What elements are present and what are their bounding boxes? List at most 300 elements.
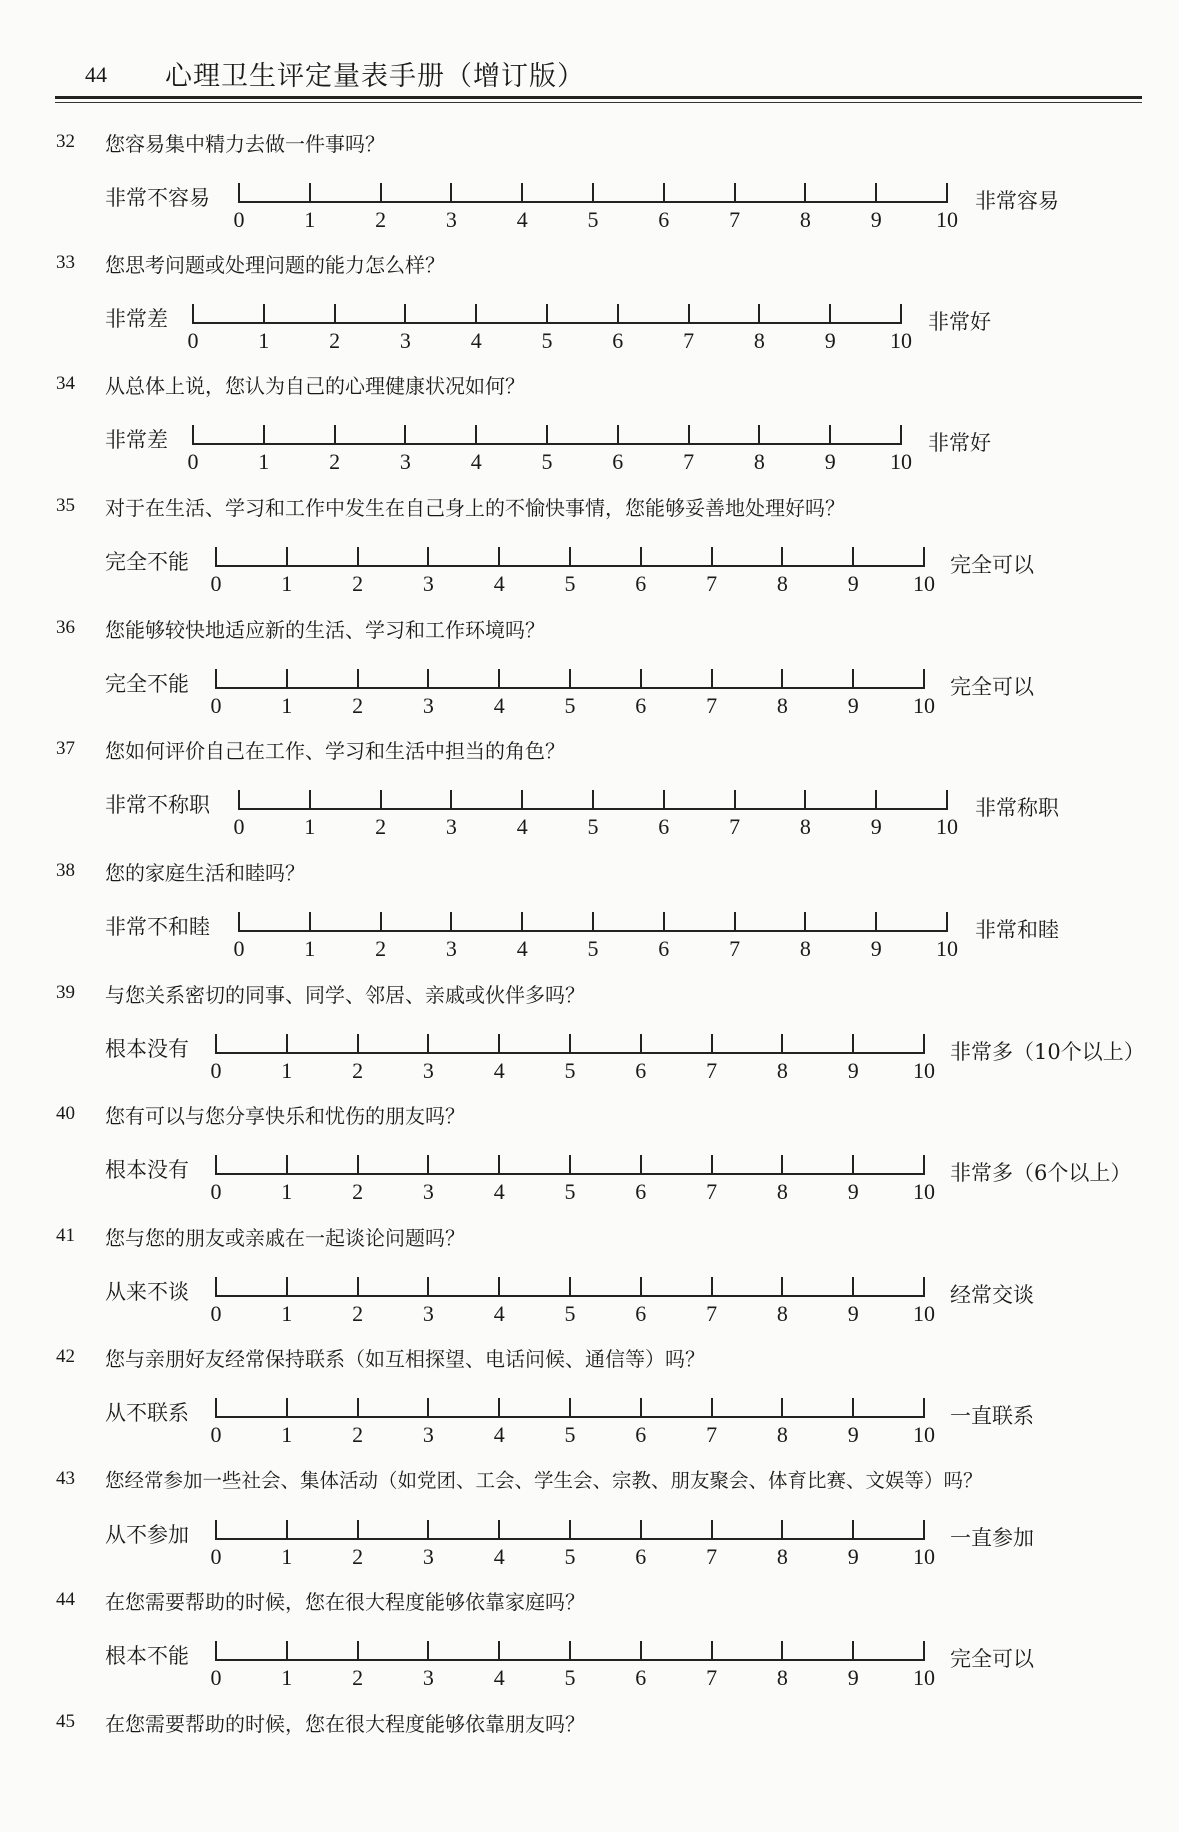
scale-tick-label[interactable]: 8 <box>799 936 811 961</box>
scale-tick-label[interactable]: 3 <box>422 1665 434 1690</box>
scale-tick[interactable] <box>734 183 736 203</box>
scale-tick-label[interactable]: 4 <box>493 693 505 718</box>
scale-tick[interactable] <box>215 1520 217 1540</box>
scale-tick-label[interactable]: 3 <box>422 693 434 718</box>
scale-tick[interactable] <box>711 547 713 567</box>
scale-tick[interactable] <box>263 425 265 445</box>
scale-tick-label[interactable]: 0 <box>210 1665 222 1690</box>
scale-tick[interactable] <box>734 912 736 932</box>
scale-tick-label[interactable]: 5 <box>587 936 599 961</box>
scale-tick[interactable] <box>238 912 240 932</box>
scale-tick[interactable] <box>640 1398 642 1418</box>
scale-tick[interactable] <box>781 547 783 567</box>
scale-tick[interactable] <box>450 790 452 810</box>
scale-tick[interactable] <box>427 1520 429 1540</box>
scale-tick[interactable] <box>380 183 382 203</box>
scale-tick-label[interactable]: 7 <box>729 207 741 232</box>
scale-tick[interactable] <box>215 1641 217 1661</box>
scale-tick[interactable] <box>475 425 477 445</box>
scale-tick[interactable] <box>663 790 665 810</box>
scale-tick[interactable] <box>309 790 311 810</box>
scale-tick[interactable] <box>215 669 217 689</box>
scale-tick[interactable] <box>734 790 736 810</box>
scale-tick-label[interactable]: 2 <box>329 449 341 474</box>
scale-tick-label[interactable]: 10 <box>913 1301 935 1326</box>
scale-tick[interactable] <box>804 912 806 932</box>
scale-tick-label[interactable]: 2 <box>352 1665 364 1690</box>
scale-tick[interactable] <box>450 183 452 203</box>
scale-tick-label[interactable]: 9 <box>847 1179 859 1204</box>
scale-tick[interactable] <box>569 669 571 689</box>
scale-tick[interactable] <box>569 547 571 567</box>
scale-tick-label[interactable]: 7 <box>706 1058 718 1083</box>
rating-scale[interactable] <box>210 665 935 718</box>
scale-tick[interactable] <box>215 547 217 567</box>
scale-tick[interactable] <box>946 183 948 203</box>
rating-scale[interactable] <box>233 908 958 961</box>
rating-scale[interactable] <box>210 543 935 596</box>
scale-tick-label[interactable]: 0 <box>233 207 245 232</box>
scale-tick-label[interactable]: 3 <box>445 936 457 961</box>
scale-tick[interactable] <box>380 790 382 810</box>
scale-tick[interactable] <box>781 1641 783 1661</box>
scale-tick-label[interactable]: 9 <box>847 571 859 596</box>
scale-tick-label[interactable]: 4 <box>493 1544 505 1569</box>
scale-tick[interactable] <box>592 912 594 932</box>
scale-tick[interactable] <box>569 1520 571 1540</box>
scale-tick[interactable] <box>380 912 382 932</box>
scale-tick[interactable] <box>781 1155 783 1175</box>
scale-tick-label[interactable]: 5 <box>564 1665 576 1690</box>
scale-tick[interactable] <box>521 183 523 203</box>
scale-tick-label[interactable]: 0 <box>210 693 222 718</box>
scale-tick[interactable] <box>923 669 925 689</box>
scale-tick[interactable] <box>617 425 619 445</box>
scale-tick[interactable] <box>804 790 806 810</box>
scale-tick-label[interactable]: 8 <box>776 571 788 596</box>
scale-tick[interactable] <box>829 304 831 324</box>
scale-tick-label[interactable]: 9 <box>870 207 882 232</box>
scale-tick-label[interactable]: 2 <box>375 936 387 961</box>
scale-tick-label[interactable]: 9 <box>824 328 836 353</box>
scale-tick-label[interactable]: 8 <box>776 1422 788 1447</box>
scale-tick[interactable] <box>640 547 642 567</box>
scale-tick[interactable] <box>852 1034 854 1054</box>
scale-tick-label[interactable]: 0 <box>233 936 245 961</box>
scale-tick-label[interactable]: 8 <box>753 449 765 474</box>
scale-tick-label[interactable]: 4 <box>516 936 528 961</box>
scale-tick-label[interactable]: 0 <box>187 328 199 353</box>
scale-tick-label[interactable]: 10 <box>913 1422 935 1447</box>
scale-tick[interactable] <box>640 1034 642 1054</box>
scale-tick[interactable] <box>286 1398 288 1418</box>
scale-tick-label[interactable]: 2 <box>352 571 364 596</box>
scale-tick-label[interactable]: 1 <box>281 1179 293 1204</box>
scale-tick[interactable] <box>923 1641 925 1661</box>
scale-tick-label[interactable]: 2 <box>352 1422 364 1447</box>
scale-tick-label[interactable]: 2 <box>329 328 341 353</box>
scale-tick-label[interactable]: 5 <box>587 814 599 839</box>
scale-tick-label[interactable]: 5 <box>564 1301 576 1326</box>
scale-tick[interactable] <box>263 304 265 324</box>
scale-tick[interactable] <box>309 183 311 203</box>
scale-tick-label[interactable]: 10 <box>913 693 935 718</box>
scale-tick[interactable] <box>498 669 500 689</box>
scale-tick[interactable] <box>829 425 831 445</box>
rating-scale[interactable] <box>187 300 912 353</box>
scale-tick-label[interactable]: 2 <box>352 1179 364 1204</box>
scale-tick-label[interactable]: 0 <box>210 1422 222 1447</box>
scale-tick-label[interactable]: 3 <box>445 207 457 232</box>
scale-tick-label[interactable]: 8 <box>776 1665 788 1690</box>
scale-tick[interactable] <box>946 912 948 932</box>
scale-tick-label[interactable]: 5 <box>564 693 576 718</box>
scale-tick[interactable] <box>498 547 500 567</box>
scale-tick-label[interactable]: 3 <box>422 1422 434 1447</box>
scale-tick-label[interactable]: 8 <box>753 328 765 353</box>
scale-tick-label[interactable]: 0 <box>233 814 245 839</box>
scale-tick[interactable] <box>427 1155 429 1175</box>
scale-tick-label[interactable]: 9 <box>847 1422 859 1447</box>
rating-scale[interactable] <box>210 1637 935 1690</box>
scale-tick[interactable] <box>900 304 902 324</box>
scale-tick[interactable] <box>569 1277 571 1297</box>
scale-tick[interactable] <box>498 1641 500 1661</box>
scale-tick[interactable] <box>711 669 713 689</box>
scale-tick-label[interactable]: 1 <box>281 1544 293 1569</box>
scale-tick[interactable] <box>640 1641 642 1661</box>
scale-tick-label[interactable]: 6 <box>612 449 624 474</box>
scale-tick[interactable] <box>546 304 548 324</box>
scale-tick-label[interactable]: 1 <box>258 328 270 353</box>
scale-tick[interactable] <box>498 1520 500 1540</box>
scale-tick-label[interactable]: 8 <box>776 1058 788 1083</box>
scale-tick-label[interactable]: 7 <box>706 1544 718 1569</box>
scale-tick-label[interactable]: 2 <box>352 1301 364 1326</box>
scale-tick[interactable] <box>498 1277 500 1297</box>
scale-tick[interactable] <box>923 1277 925 1297</box>
scale-tick[interactable] <box>192 304 194 324</box>
scale-tick-label[interactable]: 5 <box>564 1544 576 1569</box>
scale-tick-label[interactable]: 7 <box>706 1301 718 1326</box>
scale-tick-label[interactable]: 6 <box>658 936 670 961</box>
scale-tick[interactable] <box>309 912 311 932</box>
scale-tick-label[interactable]: 10 <box>913 1665 935 1690</box>
rating-scale[interactable] <box>233 179 958 232</box>
scale-tick[interactable] <box>357 1155 359 1175</box>
scale-tick-label[interactable]: 9 <box>847 1301 859 1326</box>
scale-tick-label[interactable]: 3 <box>422 1301 434 1326</box>
scale-tick[interactable] <box>781 1277 783 1297</box>
scale-tick-label[interactable]: 4 <box>493 1301 505 1326</box>
scale-tick-label[interactable]: 6 <box>635 1665 647 1690</box>
scale-tick-label[interactable]: 0 <box>210 1301 222 1326</box>
scale-tick-label[interactable]: 6 <box>658 207 670 232</box>
scale-tick-label[interactable]: 7 <box>683 328 695 353</box>
scale-tick-label[interactable]: 6 <box>635 693 647 718</box>
scale-tick-label[interactable]: 4 <box>493 1422 505 1447</box>
scale-tick[interactable] <box>215 1155 217 1175</box>
scale-tick-label[interactable]: 3 <box>422 1179 434 1204</box>
scale-tick-label[interactable]: 2 <box>375 207 387 232</box>
scale-tick-label[interactable]: 0 <box>210 1179 222 1204</box>
scale-tick-label[interactable]: 6 <box>635 1422 647 1447</box>
scale-tick-label[interactable]: 9 <box>847 1665 859 1690</box>
scale-tick[interactable] <box>427 1034 429 1054</box>
scale-tick[interactable] <box>427 1641 429 1661</box>
scale-tick-label[interactable]: 7 <box>706 693 718 718</box>
rating-scale[interactable] <box>210 1151 935 1204</box>
scale-tick[interactable] <box>711 1155 713 1175</box>
scale-tick-label[interactable]: 10 <box>936 207 958 232</box>
scale-tick-label[interactable]: 5 <box>564 1179 576 1204</box>
scale-tick[interactable] <box>427 1277 429 1297</box>
scale-tick[interactable] <box>900 425 902 445</box>
scale-tick[interactable] <box>569 1641 571 1661</box>
scale-tick-label[interactable]: 10 <box>913 571 935 596</box>
scale-tick-label[interactable]: 8 <box>776 693 788 718</box>
scale-tick[interactable] <box>711 1520 713 1540</box>
scale-tick-label[interactable]: 4 <box>516 207 528 232</box>
rating-scale[interactable] <box>187 421 912 474</box>
scale-tick-label[interactable]: 10 <box>913 1179 935 1204</box>
scale-tick[interactable] <box>758 304 760 324</box>
scale-tick[interactable] <box>357 547 359 567</box>
scale-tick[interactable] <box>286 547 288 567</box>
scale-tick-label[interactable]: 3 <box>399 449 411 474</box>
scale-tick-label[interactable]: 9 <box>847 1544 859 1569</box>
scale-tick-label[interactable]: 6 <box>612 328 624 353</box>
scale-tick[interactable] <box>215 1034 217 1054</box>
scale-tick-label[interactable]: 8 <box>776 1179 788 1204</box>
scale-tick-label[interactable]: 5 <box>541 449 553 474</box>
scale-tick-label[interactable]: 9 <box>824 449 836 474</box>
scale-tick[interactable] <box>238 183 240 203</box>
scale-tick[interactable] <box>569 1034 571 1054</box>
scale-tick[interactable] <box>450 912 452 932</box>
scale-tick-label[interactable]: 5 <box>587 207 599 232</box>
scale-tick[interactable] <box>781 1398 783 1418</box>
rating-scale[interactable] <box>210 1516 935 1569</box>
scale-tick-label[interactable]: 1 <box>258 449 270 474</box>
scale-tick-label[interactable]: 10 <box>913 1544 935 1569</box>
scale-tick[interactable] <box>357 1034 359 1054</box>
scale-tick-label[interactable]: 8 <box>799 814 811 839</box>
scale-tick[interactable] <box>875 790 877 810</box>
scale-tick[interactable] <box>617 304 619 324</box>
scale-tick-label[interactable]: 0 <box>210 1058 222 1083</box>
rating-scale[interactable] <box>210 1030 935 1083</box>
scale-tick-label[interactable]: 6 <box>658 814 670 839</box>
scale-tick[interactable] <box>238 790 240 810</box>
scale-tick[interactable] <box>569 1398 571 1418</box>
scale-tick-label[interactable]: 1 <box>304 936 316 961</box>
scale-tick-label[interactable]: 6 <box>635 1544 647 1569</box>
scale-tick-label[interactable]: 2 <box>352 1058 364 1083</box>
scale-tick[interactable] <box>946 790 948 810</box>
scale-tick-label[interactable]: 10 <box>890 449 912 474</box>
scale-tick[interactable] <box>640 1520 642 1540</box>
scale-tick[interactable] <box>498 1155 500 1175</box>
scale-tick[interactable] <box>688 304 690 324</box>
scale-tick[interactable] <box>334 425 336 445</box>
scale-tick-label[interactable]: 0 <box>210 1544 222 1569</box>
scale-tick-label[interactable]: 1 <box>281 1301 293 1326</box>
scale-tick[interactable] <box>592 790 594 810</box>
scale-tick-label[interactable]: 7 <box>729 936 741 961</box>
scale-tick[interactable] <box>334 304 336 324</box>
scale-tick-label[interactable]: 1 <box>281 1058 293 1083</box>
scale-tick-label[interactable]: 5 <box>564 571 576 596</box>
scale-tick-label[interactable]: 10 <box>936 936 958 961</box>
scale-tick[interactable] <box>286 1641 288 1661</box>
scale-tick[interactable] <box>781 1520 783 1540</box>
scale-tick-label[interactable]: 5 <box>564 1058 576 1083</box>
scale-tick-label[interactable]: 1 <box>281 1665 293 1690</box>
scale-tick[interactable] <box>546 425 548 445</box>
scale-tick-label[interactable]: 4 <box>516 814 528 839</box>
scale-tick-label[interactable]: 2 <box>352 1544 364 1569</box>
scale-tick[interactable] <box>923 1398 925 1418</box>
scale-tick-label[interactable]: 8 <box>799 207 811 232</box>
scale-tick[interactable] <box>663 183 665 203</box>
scale-tick-label[interactable]: 3 <box>422 1544 434 1569</box>
question-number: 33 <box>56 252 75 273</box>
scale-tick-label[interactable]: 1 <box>281 571 293 596</box>
scale-tick-label[interactable]: 4 <box>493 1179 505 1204</box>
scale-tick-label[interactable]: 0 <box>187 449 199 474</box>
scale-tick[interactable] <box>357 1520 359 1540</box>
scale-tick-label[interactable]: 9 <box>847 693 859 718</box>
scale-tick[interactable] <box>498 1034 500 1054</box>
scale-tick-label[interactable]: 8 <box>776 1301 788 1326</box>
scale-tick[interactable] <box>640 669 642 689</box>
scale-tick-label[interactable]: 4 <box>470 328 482 353</box>
scale-tick[interactable] <box>640 1277 642 1297</box>
scale-tick[interactable] <box>852 669 854 689</box>
scale-tick-label[interactable]: 4 <box>470 449 482 474</box>
scale-tick[interactable] <box>286 1277 288 1297</box>
scale-tick[interactable] <box>286 1155 288 1175</box>
scale-tick[interactable] <box>688 425 690 445</box>
scale-tick[interactable] <box>711 1641 713 1661</box>
scale-tick[interactable] <box>852 1155 854 1175</box>
scale-tick-label[interactable]: 4 <box>493 571 505 596</box>
scale-tick-label[interactable]: 6 <box>635 1301 647 1326</box>
scale-tick-label[interactable]: 5 <box>564 1422 576 1447</box>
scale-tick[interactable] <box>215 1277 217 1297</box>
scale-tick-label[interactable]: 1 <box>304 207 316 232</box>
scale-tick[interactable] <box>781 1034 783 1054</box>
scale-tick[interactable] <box>427 547 429 567</box>
scale-tick[interactable] <box>357 1641 359 1661</box>
scale-tick[interactable] <box>404 304 406 324</box>
scale-tick[interactable] <box>286 669 288 689</box>
scale-tick[interactable] <box>923 547 925 567</box>
scale-tick-label[interactable]: 3 <box>445 814 457 839</box>
scale-tick-label[interactable]: 3 <box>399 328 411 353</box>
scale-tick[interactable] <box>286 1520 288 1540</box>
scale-tick[interactable] <box>357 669 359 689</box>
scale-tick-label[interactable]: 9 <box>847 1058 859 1083</box>
scale-tick[interactable] <box>215 1398 217 1418</box>
scale-tick-label[interactable]: 7 <box>706 1665 718 1690</box>
scale-tick[interactable] <box>711 1034 713 1054</box>
scale-tick-label[interactable]: 7 <box>706 1179 718 1204</box>
scale-tick[interactable] <box>852 547 854 567</box>
scale-tick-label[interactable]: 0 <box>210 571 222 596</box>
scale-tick[interactable] <box>521 790 523 810</box>
scale-tick[interactable] <box>640 1155 642 1175</box>
scale-tick-label[interactable]: 7 <box>706 571 718 596</box>
scale-tick-label[interactable]: 9 <box>870 814 882 839</box>
scale-tick[interactable] <box>427 1398 429 1418</box>
scale-tick[interactable] <box>711 1398 713 1418</box>
scale-tick-label[interactable]: 7 <box>706 1422 718 1447</box>
scale-tick-label[interactable]: 7 <box>729 814 741 839</box>
scale-tick[interactable] <box>404 425 406 445</box>
scale-tick[interactable] <box>475 304 477 324</box>
scale-tick[interactable] <box>875 183 877 203</box>
scale-tick[interactable] <box>357 1398 359 1418</box>
scale-tick-label[interactable]: 6 <box>635 571 647 596</box>
scale-tick[interactable] <box>852 1277 854 1297</box>
scale-tick-label[interactable]: 1 <box>281 693 293 718</box>
scale-tick-label[interactable]: 10 <box>890 328 912 353</box>
scale-tick[interactable] <box>852 1520 854 1540</box>
scale-tick[interactable] <box>498 1398 500 1418</box>
scale-tick-label[interactable]: 4 <box>493 1665 505 1690</box>
scale-tick[interactable] <box>569 1155 571 1175</box>
scale-tick[interactable] <box>804 183 806 203</box>
scale-tick-label[interactable]: 1 <box>281 1422 293 1447</box>
scale-tick[interactable] <box>923 1520 925 1540</box>
scale-tick[interactable] <box>852 1641 854 1661</box>
scale-tick-label[interactable]: 4 <box>493 1058 505 1083</box>
scale-tick-label[interactable]: 1 <box>304 814 316 839</box>
scale-tick[interactable] <box>192 425 194 445</box>
scale-tick[interactable] <box>852 1398 854 1418</box>
scale-tick[interactable] <box>357 1277 359 1297</box>
scale-tick[interactable] <box>711 1277 713 1297</box>
scale-tick[interactable] <box>521 912 523 932</box>
rating-scale[interactable] <box>233 786 958 839</box>
scale-tick[interactable] <box>781 669 783 689</box>
scale-tick[interactable] <box>923 1034 925 1054</box>
scale-tick[interactable] <box>875 912 877 932</box>
scale-tick[interactable] <box>592 183 594 203</box>
scale-tick[interactable] <box>286 1034 288 1054</box>
rating-scale[interactable] <box>210 1273 935 1326</box>
scale-tick-label[interactable]: 6 <box>635 1058 647 1083</box>
scale-tick[interactable] <box>758 425 760 445</box>
scale-tick[interactable] <box>923 1155 925 1175</box>
scale-tick-label[interactable]: 8 <box>776 1544 788 1569</box>
rating-scale[interactable] <box>210 1394 935 1447</box>
scale-tick-label[interactable]: 7 <box>683 449 695 474</box>
scale-tick-label[interactable]: 9 <box>870 936 882 961</box>
scale-tick-label[interactable]: 10 <box>913 1058 935 1083</box>
scale-tick-label[interactable]: 5 <box>541 328 553 353</box>
scale-tick-label[interactable]: 6 <box>635 1179 647 1204</box>
scale-tick-label[interactable]: 3 <box>422 1058 434 1083</box>
scale-tick[interactable] <box>427 669 429 689</box>
scale-tick-label[interactable]: 2 <box>375 814 387 839</box>
scale-tick-label[interactable]: 2 <box>352 693 364 718</box>
scale-tick-label[interactable]: 3 <box>422 571 434 596</box>
scale-tick[interactable] <box>663 912 665 932</box>
scale-tick-label[interactable]: 10 <box>936 814 958 839</box>
